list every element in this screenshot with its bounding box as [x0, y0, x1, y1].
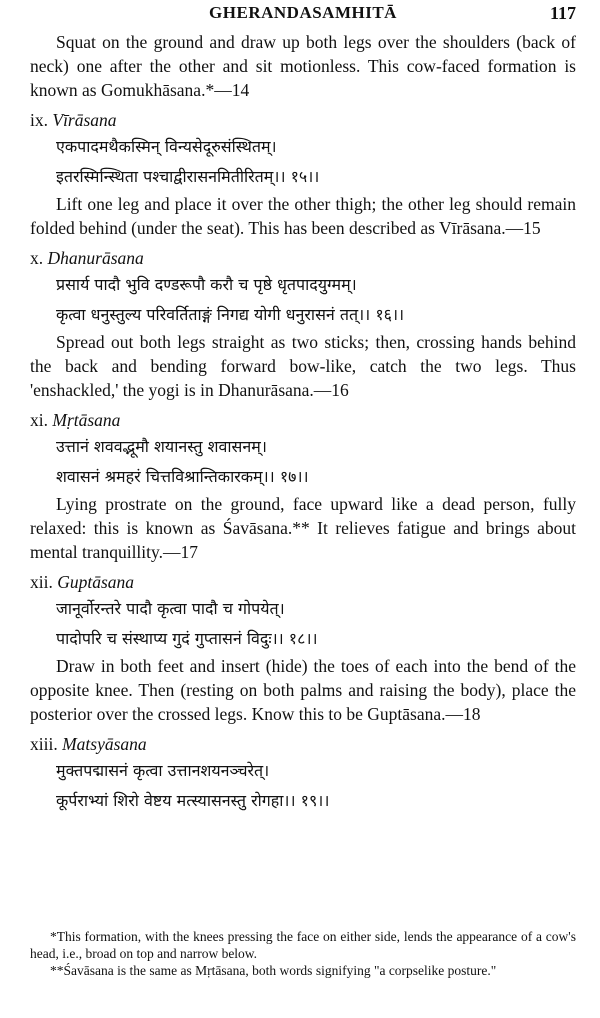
section-title: Vīrāsana — [52, 110, 117, 130]
section-heading: xii. Guptāsana — [30, 572, 135, 592]
section-matsyasana — [30, 732, 576, 816]
section-title: Dhanurāsana — [47, 248, 144, 268]
section-virasana — [30, 108, 576, 240]
sanskrit-verse-line: पादोपरि च संस्थाप्य गुदं गुप्तासनं विदुः।। १८।। — [56, 629, 318, 648]
section-heading: x. Dhanurāsana — [30, 248, 144, 268]
section-title: Mṛtāsana — [52, 410, 121, 430]
translation-paragraph: Spread out both legs straight as two sticks; then, crossing hands behind the back and bending forward bow-like, catch the two legs. Thus 'enshackled,' the yogi is in Dhanurāsana.—16 — [30, 332, 576, 400]
section-mrtasana — [30, 408, 576, 564]
footnote: **Śavāsana is the same as Mṛtāsana, both words signifying "a corpselike posture." — [50, 963, 497, 978]
section-title: Matsyāsana — [62, 734, 147, 754]
section-guptasana — [30, 570, 576, 726]
intro-rest: (back of neck) one after the other and sit motionless. This cow-faced formation is known as Gomukhāsana.*—14 — [30, 32, 576, 100]
sanskrit-verse-line: शवासनं श्रमहरं चित्तविश्रान्तिकारकम्।। १७।। — [56, 467, 309, 486]
sanskrit-verse-line: कूर्पराभ्यां शिरो वेष्टय मत्स्यासनस्तु रोगहा।। १९।। — [56, 791, 330, 810]
intro-paragraph — [30, 30, 576, 102]
sanskrit-verse-line: जानूर्वोरन्तरे पादौ कृत्वा पादौ च गोपयेत्। — [56, 599, 285, 618]
sanskrit-verse-line: प्रसार्य पादौ भुवि दण्डरूपौ करौ च पृष्ठे धृतपादयुग्मम्। — [56, 275, 357, 294]
section-heading: xi. Mṛtāsana — [30, 410, 121, 430]
sanskrit-verse-line: एकपादमथैकस्मिन् विन्यसेदूरुसंस्थितम्। — [56, 137, 277, 156]
footnotes — [30, 928, 576, 979]
section-title: Guptāsana — [57, 572, 135, 592]
book-title: GHERANDASAMHITĀ — [209, 3, 397, 22]
intro-line1: Squat on the ground and draw up both legs over the shoulders — [56, 32, 510, 52]
asana-sections — [30, 108, 576, 816]
section-heading: xiii. Matsyāsana — [30, 734, 147, 754]
translation-paragraph: Draw in both feet and insert (hide) the toes of each into the bend of the opposite knee. Then (resting on both palms and raising the body), place the posterior over the crossed legs. Know this to be Guptāsana.—18 — [30, 656, 576, 724]
section-heading: ix. Vīrāsana — [30, 110, 117, 130]
section-dhanurasana — [30, 246, 576, 402]
page-number: 117 — [549, 3, 576, 23]
sanskrit-verse-line: कृत्वा धनुस्तुल्य परिवर्तिताङ्गं निगद्य योगी धनुरासनं तत्।। १६।। — [56, 305, 405, 324]
sanskrit-verse-line: मुक्तपद्मासनं कृत्वा उत्तानशयनञ्चरेत्। — [56, 761, 270, 780]
main-text — [30, 30, 576, 816]
footnote: *This formation, with the knees pressing the face on either side, lends the appearance of a cow's head, i.e., broad on top and narrow below. — [30, 929, 576, 961]
translation-paragraph: Lift one leg and place it over the other thigh; the other leg should remain folded behind (under the seat). This has been described as Vīrāsana.—15 — [30, 194, 576, 238]
running-header — [30, 0, 576, 30]
sanskrit-verse-line: उत्तानं शववद्भूमौ शयानस्तु शवासनम्। — [56, 437, 267, 456]
translation-paragraph: Lying prostrate on the ground, face upward like a dead person, fully relaxed: this is known as Śavāsana.** It relieves fatigue and brings about mental tranquillity.—17 — [30, 494, 576, 562]
sanskrit-verse-line: इतरस्मिन्स्थिता पश्चाद्वीरासनमितीरितम्।। १५।। — [56, 167, 320, 186]
